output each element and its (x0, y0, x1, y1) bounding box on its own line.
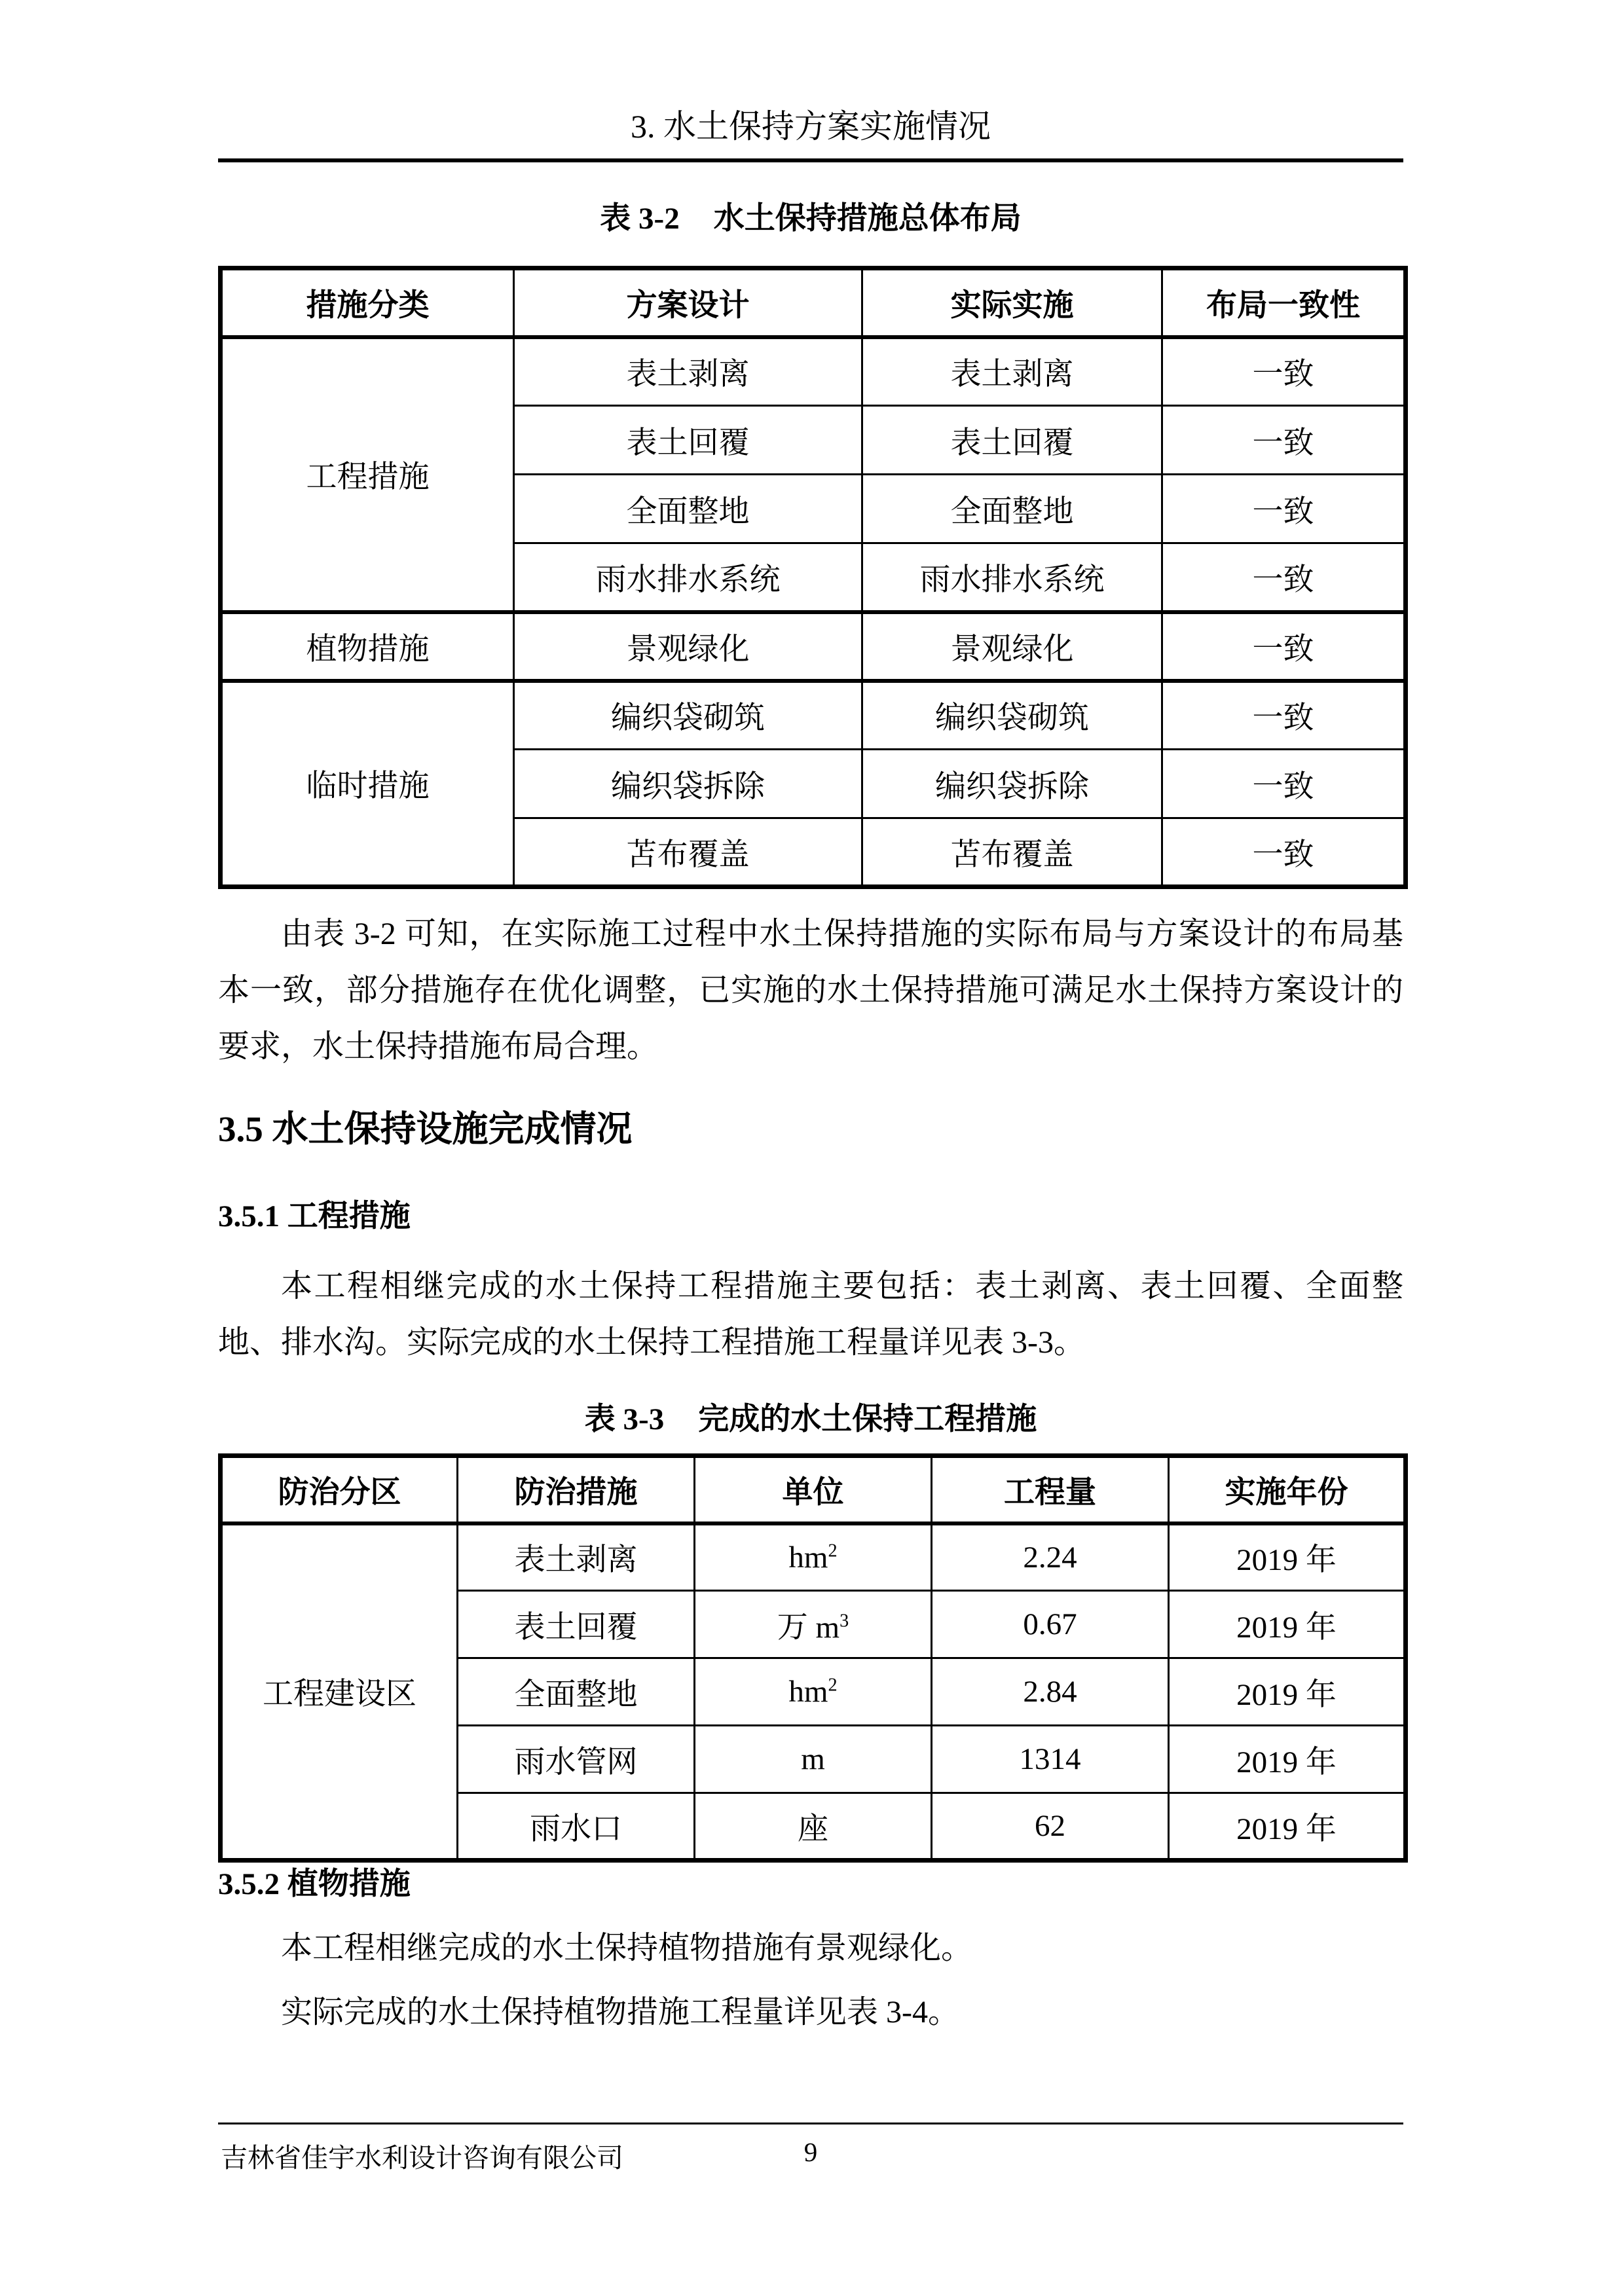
unit-text: 座 (798, 1812, 828, 1846)
column-header: 防治措施 (458, 1456, 695, 1523)
table-cell: 一致 (1162, 612, 1406, 681)
unit-superscript: 2 (828, 1540, 838, 1561)
table-cell: 62 (932, 1793, 1169, 1861)
table-row (221, 681, 1406, 750)
table-cell (695, 1523, 932, 1591)
table-cell: 0.67 (932, 1591, 1169, 1658)
table-3-3 (218, 1453, 1408, 1863)
table-cell: 编织袋砌筑 (862, 681, 1162, 750)
column-header: 单位 (695, 1456, 932, 1523)
table-cell: 一致 (1162, 543, 1406, 612)
table-cell: 景观绿化 (862, 612, 1162, 681)
table-3-3-caption-label: 表 3-3 (584, 1402, 665, 1436)
table-cell: 表土剥离 (862, 337, 1162, 406)
table-row (221, 268, 1406, 337)
paragraph-3-5-1: 本工程相继完成的水土保持工程措施主要包括：表土剥离、表土回覆、全面整地、排水沟。实际完成的水土保持工程措施工程量详见表 3-3。 (218, 1269, 1403, 1360)
table-cell: 表土剥离 (514, 337, 862, 406)
table-cell: 编织袋拆除 (514, 750, 862, 818)
table-cell: 苫布覆盖 (514, 818, 862, 887)
zone-cell: 工程建设区 (221, 1523, 458, 1861)
table-3-2 (218, 266, 1408, 889)
table-row (221, 337, 1406, 406)
column-header: 实施年份 (1169, 1456, 1406, 1523)
table-cell: 表土回覆 (862, 406, 1162, 475)
table-cell: 2019 年 (1169, 1726, 1406, 1793)
table-cell: 编织袋砌筑 (514, 681, 862, 750)
page-content (218, 0, 1403, 2041)
table-cell: 全面整地 (862, 475, 1162, 543)
table-cell: 2019 年 (1169, 1523, 1406, 1591)
running-header (218, 0, 1403, 162)
unit-superscript: 2 (828, 1675, 838, 1696)
table-cell: 景观绿化 (514, 612, 862, 681)
category-cell: 植物措施 (221, 612, 514, 681)
column-header: 布局一致性 (1162, 268, 1406, 337)
table-cell: 全面整地 (514, 475, 862, 543)
table-cell: 表土回覆 (458, 1591, 695, 1658)
table-cell: 2.84 (932, 1658, 1169, 1726)
table-3-3-caption-title: 完成的水土保持工程措施 (698, 1402, 1037, 1436)
category-cell: 临时措施 (221, 681, 514, 887)
section-heading-3-5: 3.5 水土保持设施完成情况 (218, 1109, 633, 1149)
column-header: 实际实施 (862, 268, 1162, 337)
category-cell: 工程措施 (221, 337, 514, 612)
unit-text: hm (788, 1540, 828, 1575)
page-footer (218, 2123, 1403, 2183)
table-cell: 2.24 (932, 1523, 1169, 1591)
section-heading-3-5-2: 3.5.2 植物措施 (218, 1867, 411, 1901)
paragraph-3-5-2-line2: 实际完成的水土保持植物措施工程量详见表 3-4。 (281, 1995, 959, 2030)
table-cell: 表土回覆 (514, 406, 862, 475)
table-cell: 一致 (1162, 750, 1406, 818)
column-header: 工程量 (932, 1456, 1169, 1523)
table-cell: 雨水口 (458, 1793, 695, 1861)
table-cell: 编织袋拆除 (862, 750, 1162, 818)
table-row (221, 612, 1406, 681)
section-heading-3-5-1: 3.5.1 工程措施 (218, 1199, 411, 1233)
table-cell: 苫布覆盖 (862, 818, 1162, 887)
table-3-2-caption (218, 199, 1403, 238)
column-header: 防治分区 (221, 1456, 458, 1523)
chapter-title: 3. 水土保持方案实施情况 (631, 108, 991, 145)
table-cell: 雨水排水系统 (862, 543, 1162, 612)
table-cell (695, 1591, 932, 1658)
unit-superscript: 3 (840, 1610, 849, 1631)
table-cell: 2019 年 (1169, 1658, 1406, 1726)
page-number: 9 (803, 2137, 818, 2167)
table-3-2-caption-title: 水土保持措施总体布局 (713, 202, 1022, 236)
footer-company: 吉林省佳宇水利设计咨询有限公司 (221, 2143, 623, 2173)
table-cell: 一致 (1162, 337, 1406, 406)
unit-text: hm (788, 1675, 828, 1709)
table-cell: 1314 (932, 1726, 1169, 1793)
table-cell (695, 1726, 932, 1793)
table-cell: 表土剥离 (458, 1523, 695, 1591)
unit-text: m (801, 1742, 825, 1776)
paragraph-3-5-2-line1: 本工程相继完成的水土保持植物措施有景观绿化。 (281, 1931, 973, 1965)
table-row (221, 1456, 1406, 1523)
table-cell: 雨水管网 (458, 1726, 695, 1793)
unit-text: 万 m (777, 1610, 840, 1645)
table-cell: 一致 (1162, 475, 1406, 543)
table-cell: 全面整地 (458, 1658, 695, 1726)
paragraph-after-table-3-2: 由表 3-2 可知，在实际施工过程中水土保持措施的实际布局与方案设计的布局基本一致，部分措施存在优化调整，已实施的水土保持措施可满足水土保持方案设计的要求，水土保持措施布局合理。 (218, 917, 1403, 1064)
table-cell: 2019 年 (1169, 1591, 1406, 1658)
table-3-3-caption (218, 1400, 1403, 1439)
table-row (221, 1523, 1406, 1591)
table-cell (695, 1658, 932, 1726)
column-header: 方案设计 (514, 268, 862, 337)
table-cell: 一致 (1162, 681, 1406, 750)
column-header: 措施分类 (221, 268, 514, 337)
table-cell: 一致 (1162, 406, 1406, 475)
table-3-2-caption-label: 表 3-2 (600, 202, 680, 236)
table-cell (695, 1793, 932, 1861)
table-cell: 一致 (1162, 818, 1406, 887)
table-cell: 2019 年 (1169, 1793, 1406, 1861)
table-cell: 雨水排水系统 (514, 543, 862, 612)
